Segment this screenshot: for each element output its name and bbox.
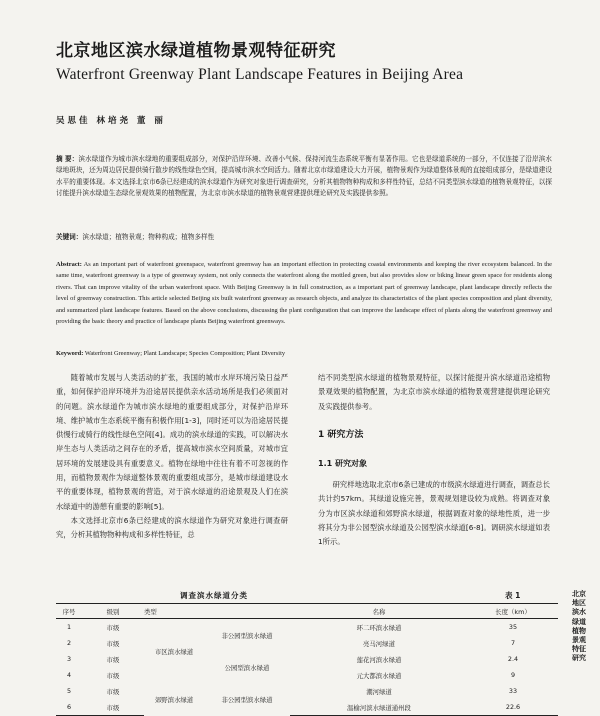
cell-level: 市级	[106, 623, 120, 632]
header-cell: 序号	[56, 604, 82, 619]
keywords-english	[56, 348, 552, 359]
body-paragraph: 本文选择北京市6条已经建成的滨水绿道作为研究对象进行调查研究，分析其植物物种构成和多样性特征，总	[56, 515, 288, 540]
table-number: 表 1	[505, 591, 521, 600]
cell-name: 元大都滨水绿道	[356, 671, 402, 680]
table-row	[56, 667, 558, 683]
body-column-right	[318, 371, 550, 414]
table-row	[56, 683, 558, 699]
cell-name: 环二环滨水绿道	[356, 623, 402, 632]
abstract-english-label: Abstract:	[56, 261, 82, 268]
cell-length: 7	[510, 639, 516, 647]
table-row	[56, 635, 558, 651]
keywords-chinese	[56, 232, 552, 243]
cell-level: 市级	[82, 699, 144, 716]
cell-level: 市级	[106, 655, 120, 664]
cell-length: 9	[510, 671, 516, 679]
cell-length: 22.6	[468, 699, 558, 716]
greenway-table	[56, 603, 558, 716]
table-caption: 调查滨水绿道分类	[180, 591, 248, 600]
body-paragraph: 结不同类型滨水绿道的植物景观特征，以探讨能提升滨水绿道沿途植物景观效果的植物配置，为北京市滨水绿道的植物景观营建提供理论研究及实践提供参考。	[318, 373, 550, 411]
paper-title-english: Waterfront Greenway Plant Landscape Features in Beijing Area	[56, 66, 464, 83]
cell-level: 市级	[106, 687, 120, 696]
header-cell	[204, 604, 290, 619]
cell-level: 市级	[106, 671, 120, 680]
cell-type: 市区滨水绿道	[154, 647, 194, 656]
abstract-chinese	[56, 154, 552, 199]
table-row	[56, 651, 558, 667]
cell-name: 潮河绿道	[366, 687, 392, 696]
header-cell: 类型	[144, 604, 204, 619]
abstract-chinese-text: 滨水绿道作为城市滨水绿地的重要组成部分，对保护沿岸环境、改善小气候、保持河流生态系统平衡有显著作用。它也是绿道系统的一部分，不仅连接了沿岸滨水绿地斑块，还为周边居民提供骑行散步的线性绿色空间，提高城市滨水空间活力。随着北京市绿道建设大力开展，植物景观作为绿道整体景观的直接组成部分，是绿道建设水平的重要体现。本文选择北京市6条已经建成的滨水绿道作为研究对象进行调查研究，分析其植物物种构成和多样性特征，总结不同类型滨水绿道的植物景观特征，以探讨能提升滨水绿道生态绿化景观效果的植物配置，为北京市滨水绿道的植物景观营建提供理论研究及实践提供参照。	[56, 155, 552, 197]
keywords-english-label: Keyword:	[56, 350, 84, 357]
cell-name: 莲花河滨水绿道	[356, 655, 402, 664]
header-cell: 名称	[290, 604, 468, 619]
author-list: 吴思佳 林培尧 董 丽	[56, 116, 166, 126]
section-heading: 1 研究方法	[318, 430, 364, 440]
cell-no: 2	[66, 639, 72, 647]
table-header-row	[56, 604, 558, 619]
keywords-chinese-label: 关键词：	[56, 233, 83, 241]
cell-length: 35	[508, 623, 518, 631]
header-cell: 长度（km）	[468, 604, 558, 619]
cell-level: 市级	[106, 639, 120, 648]
abstract-english-text: As an important part of waterfront greenspace, waterfront greenway has an important effection in protecting coastal environments and keeping the river ecosystem balanced. In the same time, waterfront greenway is a type of greenway system, not only connects the waterfront along the mottled green, but also provides slow or biking linear green space for residents along rivers. That can improve vitality of the urban waterfront space. With Beijing Greenway is in full construction, as a important part of greenway landscape, plant landscape directly reflects the level of greenway construction. This article selected Beijing six built waterfront greenway as research objects, and analyze its characteristics of the plant species composition and plant diversity, and summarized plant landscape features. Based on the above conclusions, discussing the plant configuration that can improve the landscape effect of plants along the waterfront greenway and providing the basic theory and practice of landscape plants Beijing waterfront greenways.	[56, 261, 552, 326]
cell-name: 亮马河绿道	[363, 639, 395, 648]
subsection-heading: 1.1 研究对象	[318, 459, 367, 468]
cell-no: 5	[66, 687, 72, 695]
body-column-left	[56, 371, 288, 543]
cell-subtype: 公园型滨水绿道	[224, 663, 270, 672]
running-header-vertical: 北京地区滨水绿道植物景观特征研究	[572, 590, 586, 663]
cell-no: 4	[66, 671, 72, 679]
cell-type: 郊野滨水绿道	[154, 695, 194, 704]
cell-length: 2.4	[507, 655, 519, 663]
table-row	[56, 619, 558, 636]
paper-title-chinese: 北京地区滨水绿道植物景观特征研究	[56, 41, 336, 61]
cell-no: 6	[56, 699, 82, 716]
body-paragraph: 研究样地选取北京市6条已建成的市级滨水绿道进行调查，调查总长共计约57km。其绿道设施完善，景观规划建设较为成熟。将调查对象分为市区滨水绿道和郊野滨水绿道，根据调查对象的绿地性质，进一步将其分为非公园型滨水绿道及公园型滨水绿道[6-8]。调研滨水绿道如表1所示。	[318, 480, 550, 547]
body-column-right-continued	[318, 478, 550, 549]
cell-subtype: 非公园型滨水绿道	[221, 695, 273, 704]
keywords-chinese-text: 滨水绿道；植物景观；物种构成；植物多样性	[82, 233, 215, 241]
cell-length: 33	[508, 687, 518, 695]
cell-no: 1	[66, 623, 72, 631]
table-row	[56, 699, 558, 716]
header-cell: 级别	[82, 604, 144, 619]
cell-name: 温榆河滨水绿道通州段	[290, 699, 468, 716]
keywords-english-text: Waterfront Greenway; Plant Landscape; Species Composition; Plant Diversity	[84, 350, 286, 357]
body-paragraph: 随着城市发展与人类活动的扩张，我国的城市水岸环境污染日益严重，如何保护沿岸环境并为沿途居民提供亲水活动场所是我们必须面对的问题。滨水绿道作为城市滨水绿地的重要组成部分，对保护沿岸环境、维护城市生态系统平衡有积极作用[1-3]，同时还可以为沿途居民提供慢行或骑行的线性绿色空间[4]。成功的滨水绿道的实践，可以解决水岸生态与人类活动之间存在的矛盾，提高城市滨水空间质量，对城市宜居环境的发展建设具有重要意义。植物在绿地中往往有着不可忽视的作用，而植物景观作为绿道整体景观的重要组成部分，是城市绿道建设水平的重要体现，植物景观的营造，对于滨水绿道的沿途景观及人们在滨水绿道中的游憩有重要的影响[5]。	[56, 373, 288, 511]
abstract-chinese-label: 摘 要：	[56, 155, 79, 163]
abstract-english	[56, 259, 552, 327]
cell-no: 3	[66, 655, 72, 663]
cell-subtype: 非公园型滨水绿道	[221, 631, 273, 640]
